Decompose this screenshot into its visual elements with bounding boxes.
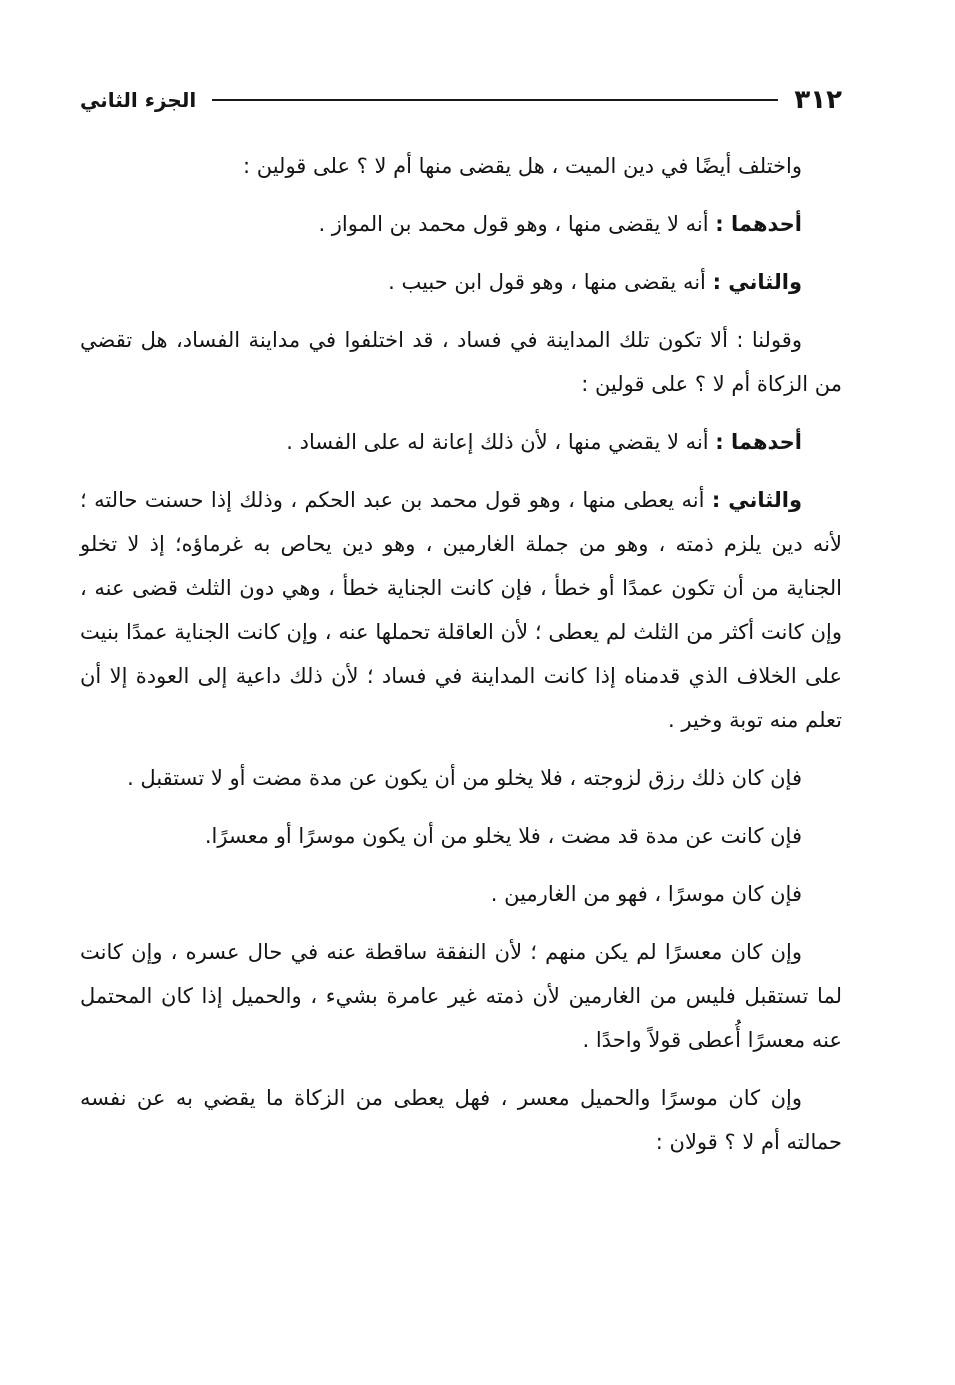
paragraph-text: أنه لا يقضي منها ، لأن ذلك إعانة له على الفساد . (286, 430, 716, 454)
paragraph-lead: أحدهما : (715, 212, 802, 236)
page-number: ٣١٢ (794, 85, 842, 115)
paragraph (80, 756, 842, 800)
paragraph (80, 318, 842, 406)
paragraph-text: أنه يقضى منها ، وهو قول ابن حبيب . (388, 270, 713, 294)
paragraph (80, 260, 842, 304)
paragraph (80, 420, 842, 464)
paragraph (80, 478, 842, 742)
paragraph-text: فإن كان موسرًا ، فهو من الغارمين . (490, 882, 802, 906)
paragraph (80, 1076, 842, 1164)
page-body (80, 144, 842, 1164)
paragraph (80, 930, 842, 1062)
page-header (80, 78, 842, 122)
paragraph (80, 872, 842, 916)
paragraph-text: وقولنا : ألا تكون تلك المداينة في فساد ، قد اختلفوا في مداينة الفساد، هل تقضي من الزكاة أم لا ؟ على قولين : (80, 328, 842, 396)
paragraph-text: واختلف أيضًا في دين الميت ، هل يقضى منها أم لا ؟ على قولين : (242, 154, 802, 178)
paragraph (80, 144, 842, 188)
paragraph (80, 814, 842, 858)
paragraph (80, 202, 842, 246)
book-page (80, 78, 842, 1178)
paragraph-lead: والثاني : (711, 488, 803, 512)
paragraph-text: أنه لا يقضى منها ، وهو قول محمد بن المواز . (318, 212, 716, 236)
running-title: الجزء الثاني (80, 88, 197, 112)
paragraph-lead: والثاني : (712, 270, 802, 294)
paragraph-text: فإن كانت عن مدة قد مضت ، فلا يخلو من أن يكون موسرًا أو معسرًا. (204, 824, 802, 848)
paragraph-text: أنه يعطى منها ، وهو قول محمد بن عبد الحكم ، وذلك إذا حسنت حالته ؛ لأنه دين يلزم ذمته ، وهو من جملة الغارمين ، وهو دين يحاص به غرماؤه؛ إذ لا تخلو الجناية من أن تكون عمدًا أو خطأ ، فإن كانت الجناية خطأ ، وهي دون الثلث قضى عنه ، وإن كانت أكثر من الثلث لم يعطى ؛ لأن العاقلة تحملها عنه ، وإن كانت الجناية عمدًا بنيت على الخلاف الذي قدمناه إذا كانت المداينة في فساد ؛ لأن ذلك داعية إلى العودة إلا أن تعلم منه توبة وخير . (80, 488, 842, 732)
paragraph-text: وإن كان موسرًا والحميل معسر ، فهل يعطى من الزكاة ما يقضي به عن نفسه حمالته أم لا ؟ قولان : (80, 1086, 842, 1154)
paragraph-text: فإن كان ذلك رزق لزوجته ، فلا يخلو من أن يكون عن مدة مضت أو لا تستقبل . (127, 766, 802, 790)
paragraph-lead: أحدهما : (715, 430, 802, 454)
paragraph-text: وإن كان معسرًا لم يكن منهم ؛ لأن النفقة ساقطة عنه في حال عسره ، وإن كانت لما تستقبل فليس من الغارمين لأن ذمته غير عامرة بشيء ، والحميل إذا كان المحتمل عنه معسرًا أُعطى قولاً واحدًا . (80, 940, 842, 1052)
header-rule (212, 99, 778, 101)
